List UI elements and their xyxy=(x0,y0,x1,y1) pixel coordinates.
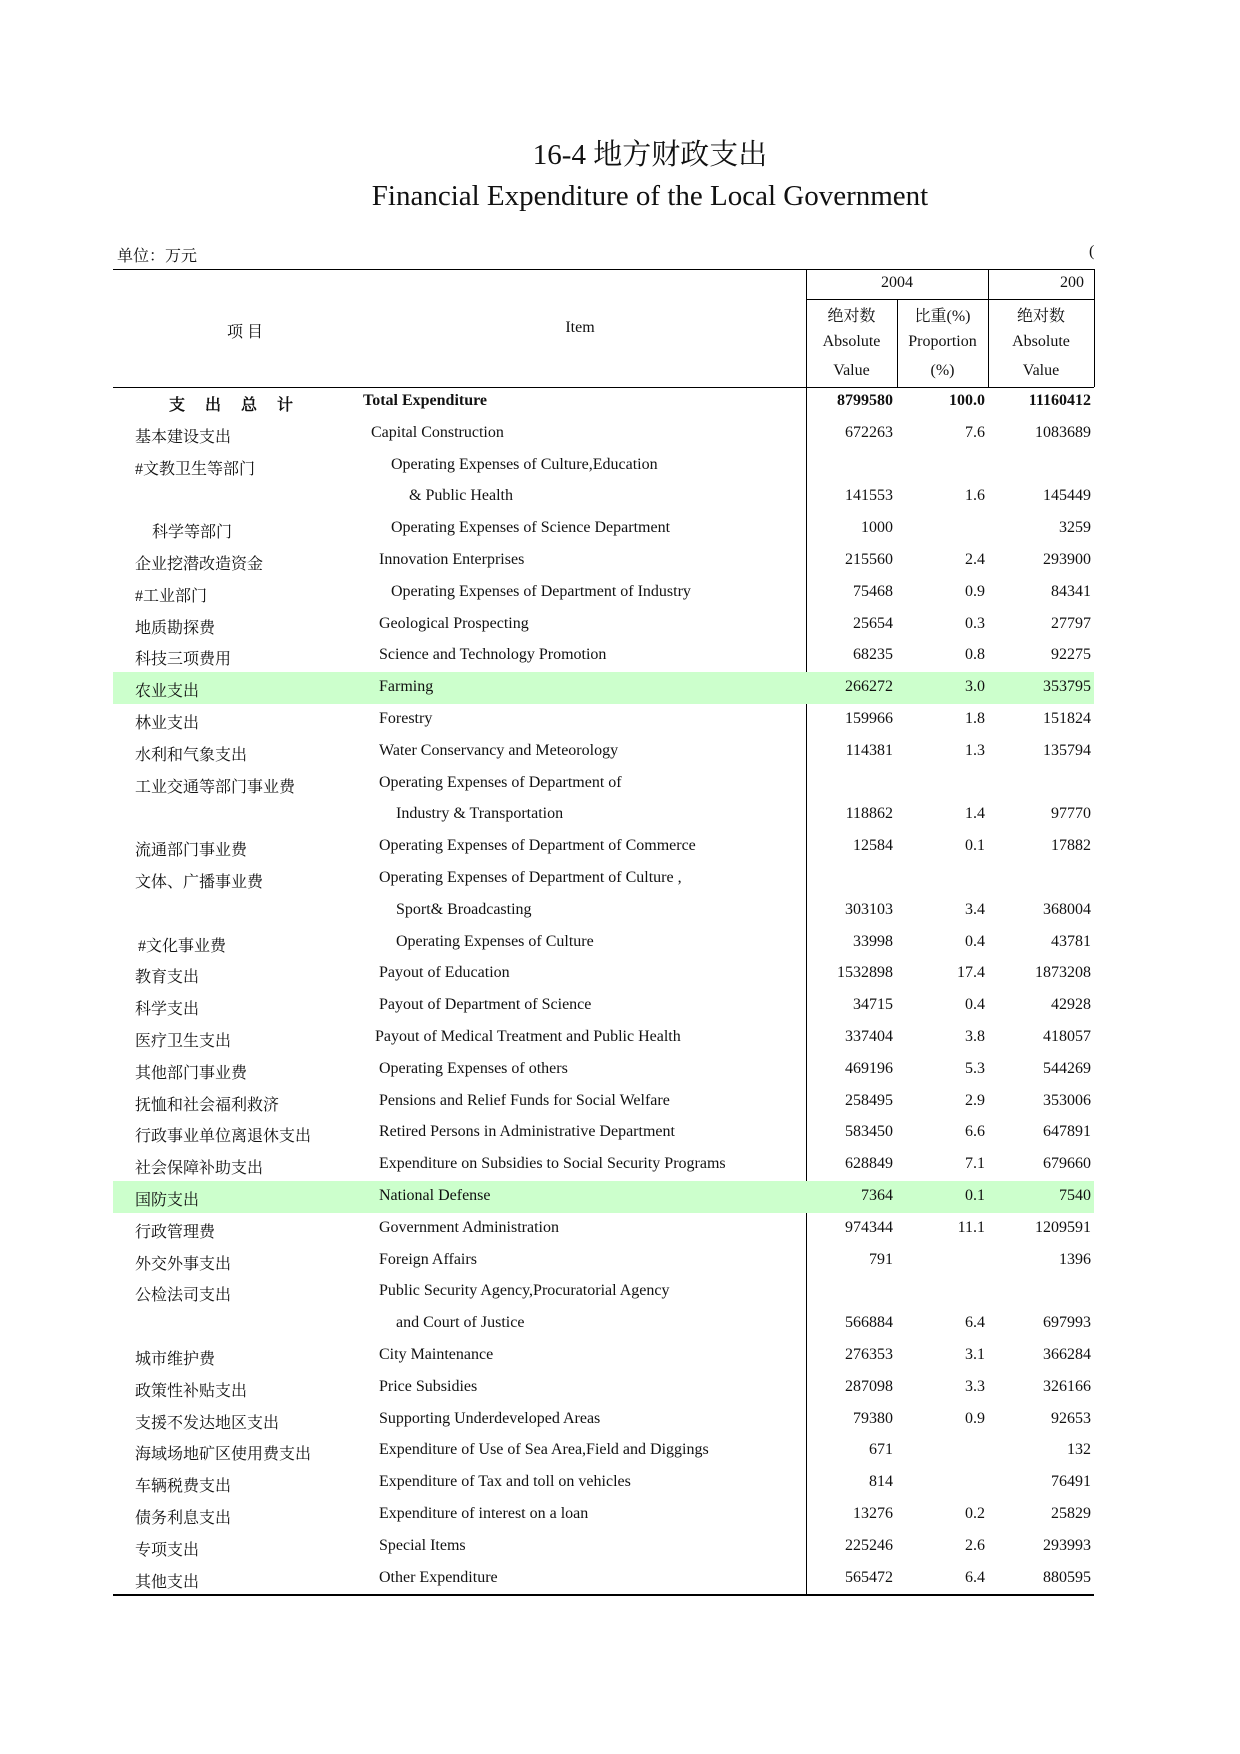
header-prop-cn: 比重(%) xyxy=(914,308,971,325)
value-2004: 25654 xyxy=(853,614,893,632)
value-next: 1396 xyxy=(1059,1250,1091,1268)
value-next: 132 xyxy=(1067,1441,1091,1459)
row-label-cn: 科学等部门 xyxy=(152,524,233,542)
table-row xyxy=(113,704,1094,736)
row-label-cn: 其他支出 xyxy=(135,1573,200,1591)
table-row xyxy=(113,1499,1094,1531)
row-label-en: Operating Expenses of others xyxy=(379,1059,568,1077)
proportion-2004: 3.3 xyxy=(965,1377,985,1395)
row-label-en: Sport& Broadcasting xyxy=(396,900,532,918)
year-rule xyxy=(806,299,1094,300)
value-next: 11160412 xyxy=(1028,392,1091,409)
value-2004: 141553 xyxy=(845,487,893,505)
row-label-cn: #工业部门 xyxy=(135,587,208,605)
page-subtitle: Financial Expenditure of the Local Government xyxy=(371,180,929,212)
table-row xyxy=(113,545,1094,577)
row-label-en: Operating Expenses of Department of Commerce xyxy=(379,837,696,855)
row-label-cn: #文教卫生等部门 xyxy=(135,460,256,478)
value-next: 544269 xyxy=(1043,1059,1091,1077)
row-label-en: Industry & Transportation xyxy=(396,805,564,823)
proportion-2004: 7.6 xyxy=(965,423,985,441)
header-abs2-cn: 绝对数 xyxy=(1016,308,1065,325)
value-2004: 791 xyxy=(869,1250,893,1268)
row-label-en: Total Expenditure xyxy=(363,392,488,409)
value-next: 679660 xyxy=(1043,1155,1091,1173)
row-label-cn: 基本建设支出 xyxy=(135,428,232,446)
row-label-en: Retired Persons in Administrative Department xyxy=(379,1123,675,1141)
value-next: 145449 xyxy=(1043,487,1091,505)
header-abs-en: Absolute xyxy=(822,333,881,350)
table-row xyxy=(113,1213,1094,1245)
table-row xyxy=(113,1372,1094,1404)
row-label-cn: 水利和气象支出 xyxy=(135,746,248,764)
table-row xyxy=(113,1149,1094,1181)
header-abs-cn: 绝对数 xyxy=(827,308,876,325)
row-label-cn: 政策性补贴支出 xyxy=(135,1382,248,1400)
proportion-2004: 0.9 xyxy=(965,1409,985,1427)
proportion-2004: 1.6 xyxy=(965,487,985,505)
row-label-en: National Defense xyxy=(379,1187,491,1204)
value-2004: 276353 xyxy=(845,1346,893,1363)
value-next: 647891 xyxy=(1043,1123,1091,1141)
header-abs2-en: Absolute xyxy=(1012,333,1070,350)
table-row xyxy=(113,1276,1094,1308)
row-label-cn: 教育支出 xyxy=(135,969,200,987)
proportion-2004: 0.2 xyxy=(965,1505,985,1522)
value-2004: 303103 xyxy=(845,900,893,918)
value-2004: 7364 xyxy=(861,1187,893,1204)
value-2004: 215560 xyxy=(845,551,893,568)
row-label-en: Payout of Education xyxy=(379,964,510,982)
header-year-next: 200 xyxy=(1060,274,1084,291)
value-2004: 337404 xyxy=(845,1028,893,1045)
header-abs-en2: Value xyxy=(833,362,870,379)
proportion-2004: 3.8 xyxy=(965,1028,985,1045)
value-next: 697993 xyxy=(1043,1314,1091,1332)
header-abs2-en2: Value xyxy=(1022,362,1060,379)
table-row xyxy=(113,1022,1094,1054)
row-label-en: Operating Expenses of Culture,Education xyxy=(391,455,658,473)
row-label-cn: 海域场地矿区使用费支出 xyxy=(135,1446,312,1464)
value-next: 7540 xyxy=(1059,1187,1091,1204)
table-row xyxy=(113,958,1094,990)
proportion-2004: 0.1 xyxy=(965,837,985,855)
proportion-2004: 100.0 xyxy=(949,392,985,409)
value-next: 880595 xyxy=(1043,1568,1091,1586)
value-next: 293900 xyxy=(1043,551,1091,568)
row-label-en: Payout of Department of Science xyxy=(379,996,592,1014)
value-2004: 672263 xyxy=(845,423,893,441)
row-label-cn: 外交外事支出 xyxy=(135,1255,232,1273)
value-2004: 114381 xyxy=(845,741,893,759)
value-next: 151824 xyxy=(1043,710,1091,727)
proportion-2004: 6.4 xyxy=(965,1568,985,1586)
proportion-2004: 2.9 xyxy=(965,1091,985,1109)
proportion-2004: 5.3 xyxy=(965,1059,985,1077)
row-label-cn: 企业挖潜改造资金 xyxy=(135,556,264,573)
row-label-cn: #文化事业费 xyxy=(138,937,227,955)
proportion-2004: 1.4 xyxy=(965,805,985,823)
table-row xyxy=(113,513,1094,545)
value-2004: 258495 xyxy=(845,1091,893,1109)
value-2004: 814 xyxy=(869,1473,893,1491)
value-next: 17882 xyxy=(1051,837,1091,855)
value-2004: 1532898 xyxy=(837,964,893,982)
value-2004: 583450 xyxy=(845,1123,893,1141)
value-2004: 469196 xyxy=(845,1059,893,1077)
table-row xyxy=(113,831,1094,863)
row-label-en: and Court of Justice xyxy=(396,1314,525,1332)
table-row xyxy=(113,1467,1094,1499)
row-label-en: Science and Technology Promotion xyxy=(379,646,607,664)
header-year-2004: 2004 xyxy=(881,274,913,291)
value-next: 84341 xyxy=(1051,582,1091,600)
table-row xyxy=(113,1435,1094,1467)
row-label-cn: 公检法司支出 xyxy=(135,1287,232,1305)
row-label-en: Water Conservancy and Meteorology xyxy=(379,741,619,759)
table-row xyxy=(113,1340,1094,1372)
unit-label: 单位：万元 xyxy=(117,248,198,265)
value-2004: 33998 xyxy=(853,932,893,950)
row-label-cn: 医疗卫生支出 xyxy=(135,1033,232,1050)
top-rule xyxy=(113,269,1094,270)
proportion-2004: 3.0 xyxy=(965,678,985,696)
row-label-en: Forestry xyxy=(379,710,433,727)
row-label-en: & Public Health xyxy=(409,487,513,505)
row-label-cn: 科技三项费用 xyxy=(135,651,232,669)
table-row xyxy=(113,418,1094,450)
table-row xyxy=(113,990,1094,1022)
table-row xyxy=(113,1531,1094,1563)
value-next: 366284 xyxy=(1043,1346,1091,1363)
proportion-2004: 6.4 xyxy=(965,1314,985,1332)
row-label-cn: 农业支出 xyxy=(135,683,200,701)
row-label-cn: 工业交通等部门事业费 xyxy=(135,778,296,796)
value-2004: 13276 xyxy=(853,1505,893,1522)
row-label-cn: 国防支出 xyxy=(135,1192,200,1209)
value-next: 1873208 xyxy=(1035,964,1091,982)
value-next: 25829 xyxy=(1051,1505,1091,1522)
page-title: 16-4 地方财政支出 xyxy=(532,139,768,171)
value-next: 326166 xyxy=(1043,1377,1091,1395)
row-label-cn: 其他部门事业费 xyxy=(135,1064,248,1082)
row-label-en: Expenditure of Use of Sea Area,Field and Diggings xyxy=(379,1441,709,1459)
value-next: 418057 xyxy=(1043,1028,1091,1045)
table-row xyxy=(113,1181,1094,1213)
row-label-en: Pensions and Relief Funds for Social Welfare xyxy=(379,1091,670,1109)
value-2004: 34715 xyxy=(853,996,893,1014)
proportion-2004: 3.4 xyxy=(965,900,985,918)
row-label-en: Government Administration xyxy=(379,1218,559,1236)
row-label-en: Operating Expenses of Science Department xyxy=(391,519,671,537)
value-next: 42928 xyxy=(1051,996,1091,1014)
table-row xyxy=(113,768,1094,800)
value-2004: 1000 xyxy=(861,519,893,537)
row-label-cn: 支 出 总 计 xyxy=(169,397,294,414)
header-item-cn: 项 目 xyxy=(226,324,263,341)
table-row xyxy=(113,736,1094,768)
value-next: 76491 xyxy=(1051,1473,1091,1491)
continuation-mark: ( xyxy=(1089,243,1095,260)
value-next: 97770 xyxy=(1051,805,1091,823)
row-label-en: Operating Expenses of Culture xyxy=(396,932,594,950)
table-row xyxy=(113,386,1094,418)
value-next: 92275 xyxy=(1051,646,1091,664)
row-label-en: Expenditure of Tax and toll on vehicles xyxy=(379,1473,631,1491)
table-row xyxy=(113,1054,1094,1086)
value-2004: 671 xyxy=(869,1441,893,1459)
row-label-cn: 支援不发达地区支出 xyxy=(135,1414,280,1432)
value-next: 353795 xyxy=(1043,678,1091,696)
proportion-2004: 0.3 xyxy=(965,614,985,632)
proportion-2004: 0.4 xyxy=(965,996,985,1014)
value-2004: 565472 xyxy=(845,1568,893,1586)
value-2004: 266272 xyxy=(845,678,893,696)
value-next: 368004 xyxy=(1043,900,1091,918)
value-2004: 287098 xyxy=(845,1377,893,1395)
table-row xyxy=(113,863,1094,895)
proportion-2004: 3.1 xyxy=(965,1346,985,1363)
proportion-2004: 2.6 xyxy=(965,1536,985,1554)
row-label-en: Operating Expenses of Department of Industry xyxy=(391,582,691,600)
value-2004: 974344 xyxy=(845,1218,893,1236)
table-row xyxy=(113,1086,1094,1118)
value-next: 3259 xyxy=(1059,519,1091,537)
proportion-2004: 1.3 xyxy=(965,741,985,759)
value-2004: 68235 xyxy=(853,646,893,664)
value-2004: 225246 xyxy=(845,1536,893,1554)
value-2004: 75468 xyxy=(853,582,893,600)
table-row xyxy=(113,672,1094,704)
table-row xyxy=(113,1404,1094,1436)
proportion-2004: 0.9 xyxy=(965,582,985,600)
value-2004: 628849 xyxy=(845,1155,893,1173)
table-row xyxy=(113,640,1094,672)
table-row xyxy=(113,1117,1094,1149)
proportion-2004: 1.8 xyxy=(965,710,985,727)
proportion-2004: 0.1 xyxy=(965,1187,985,1204)
table-row xyxy=(113,609,1094,641)
value-2004: 8799580 xyxy=(837,392,893,409)
row-label-cn: 行政事业单位离退休支出 xyxy=(135,1128,312,1146)
value-next: 43781 xyxy=(1051,932,1091,950)
header-prop-en2: (%) xyxy=(930,362,955,379)
row-label-en: Operating Expenses of Department of Culture , xyxy=(379,869,682,886)
table-row xyxy=(113,481,1094,513)
value-2004: 118862 xyxy=(845,805,893,823)
proportion-2004: 6.6 xyxy=(965,1123,985,1141)
table-row xyxy=(113,1563,1094,1595)
proportion-2004: 0.4 xyxy=(965,932,985,950)
row-label-en: Foreign Affairs xyxy=(379,1250,477,1268)
row-label-cn: 抚恤和社会福利救济 xyxy=(135,1096,280,1114)
row-label-en: Price Subsidies xyxy=(379,1377,478,1395)
row-label-en: Payout of Medical Treatment and Public Health xyxy=(375,1028,681,1045)
value-2004: 159966 xyxy=(845,710,893,727)
value-next: 1083689 xyxy=(1035,423,1091,441)
row-label-en: City Maintenance xyxy=(379,1346,494,1363)
table-row xyxy=(113,577,1094,609)
row-label-en: Special Items xyxy=(379,1536,466,1554)
value-2004: 566884 xyxy=(845,1314,893,1332)
row-label-cn: 专项支出 xyxy=(135,1541,200,1559)
value-next: 293993 xyxy=(1043,1536,1091,1554)
proportion-2004: 0.8 xyxy=(965,646,985,664)
proportion-2004: 7.1 xyxy=(965,1155,985,1173)
value-2004: 12584 xyxy=(853,837,893,855)
row-label-cn: 城市维护费 xyxy=(135,1351,216,1368)
proportion-2004: 11.1 xyxy=(957,1218,985,1236)
row-label-en: Public Security Agency,Procuratorial Agency xyxy=(379,1282,670,1300)
row-label-cn: 科学支出 xyxy=(135,1001,200,1019)
row-label-en: Operating Expenses of Department of xyxy=(379,773,622,791)
table-row xyxy=(113,895,1094,927)
row-label-cn: 债务利息支出 xyxy=(135,1510,232,1527)
value-next: 1209591 xyxy=(1035,1218,1091,1236)
row-label-en: Farming xyxy=(379,678,434,696)
row-label-en: Innovation Enterprises xyxy=(379,551,525,568)
value-next: 27797 xyxy=(1051,614,1091,632)
table-row xyxy=(113,1245,1094,1277)
table-row xyxy=(113,927,1094,959)
row-label-cn: 文体、广播事业费 xyxy=(135,874,264,891)
row-label-en: Capital Construction xyxy=(371,423,504,441)
header-prop-en: Proportion xyxy=(908,333,977,350)
table-row xyxy=(113,450,1094,482)
row-label-en: Supporting Underdeveloped Areas xyxy=(379,1409,601,1427)
proportion-2004: 2.4 xyxy=(965,551,985,568)
row-label-cn: 林业支出 xyxy=(135,715,200,732)
value-next: 92653 xyxy=(1051,1409,1091,1427)
row-label-en: Expenditure of interest on a loan xyxy=(379,1505,589,1522)
row-label-en: Geological Prospecting xyxy=(379,614,529,632)
value-next: 135794 xyxy=(1043,741,1091,759)
row-label-cn: 社会保障补助支出 xyxy=(135,1160,264,1178)
value-next: 353006 xyxy=(1043,1091,1091,1109)
proportion-2004: 17.4 xyxy=(957,964,985,982)
row-label-en: Expenditure on Subsidies to Social Security Programs xyxy=(379,1155,726,1173)
table-row xyxy=(113,1308,1094,1340)
row-label-cn: 车辆税费支出 xyxy=(135,1478,232,1496)
row-label-cn: 流通部门事业费 xyxy=(135,842,248,860)
row-label-cn: 地质勘探费 xyxy=(135,619,216,637)
value-2004: 79380 xyxy=(853,1409,893,1427)
row-label-cn: 行政管理费 xyxy=(135,1223,216,1241)
table-row xyxy=(113,799,1094,831)
header-item-en: Item xyxy=(565,319,595,336)
row-label-en: Other Expenditure xyxy=(379,1568,498,1586)
